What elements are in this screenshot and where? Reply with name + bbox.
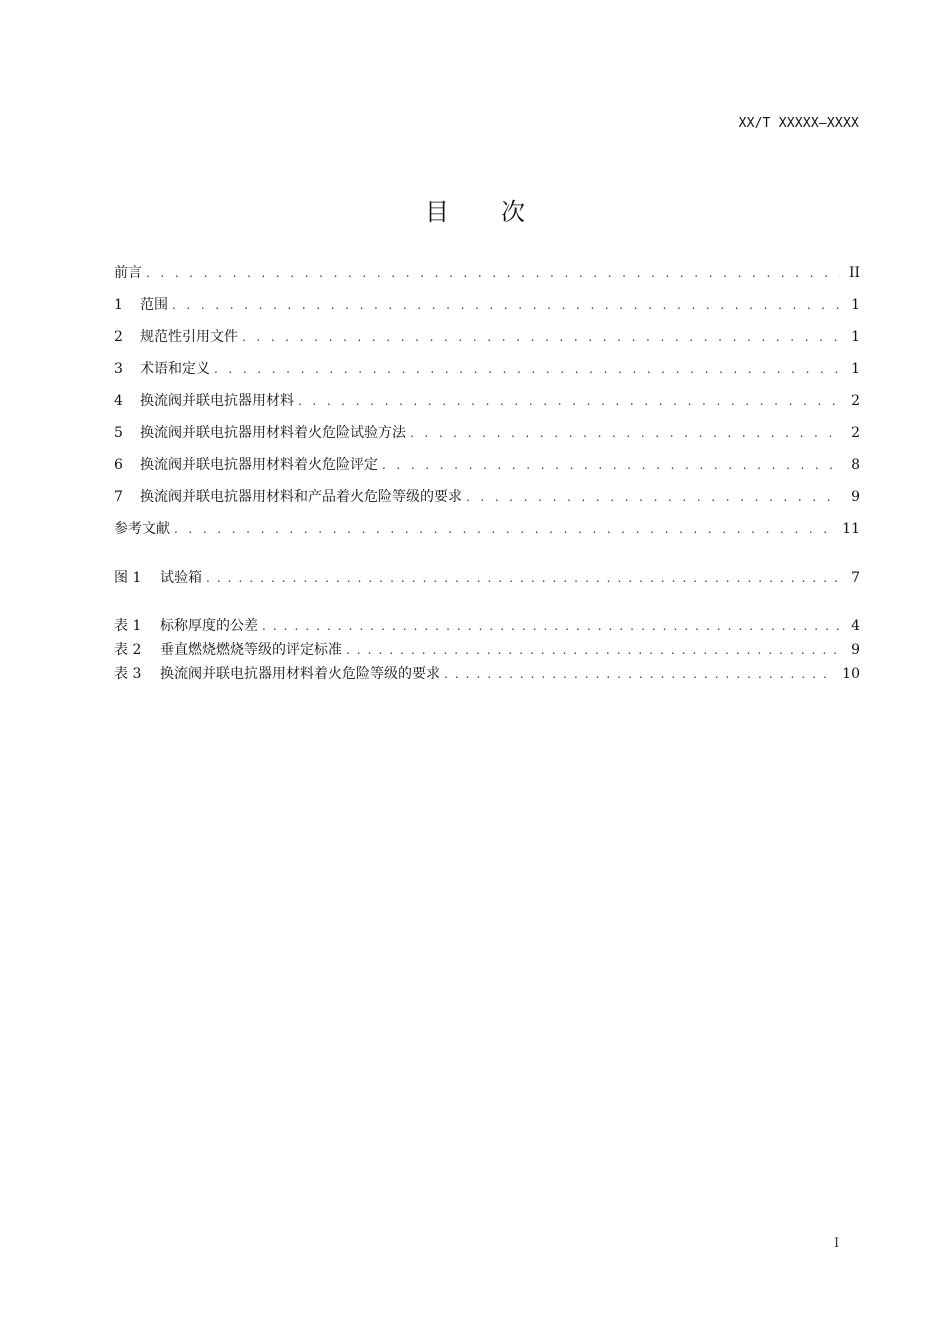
dot-leader xyxy=(214,353,840,385)
toc-label: 换流阀并联电抗器用材料和产品着火危险等级的要求 xyxy=(140,489,462,505)
toc-page: 1 xyxy=(851,329,860,345)
table-num: 表 3 xyxy=(114,666,142,682)
toc-page: II xyxy=(848,265,860,281)
dot-leader xyxy=(174,513,834,545)
toc-num: 4 xyxy=(114,393,123,409)
dot-leader xyxy=(206,566,840,590)
toc-figures xyxy=(114,566,860,590)
toc-entry-4[interactable] xyxy=(114,385,860,417)
toc-label: 参考文献 xyxy=(114,521,170,537)
toc-entry-7[interactable] xyxy=(114,481,860,513)
toc-entry-5[interactable] xyxy=(114,417,860,449)
toc-label: 换流阀并联电抗器用材料 xyxy=(140,393,294,409)
page-number: I xyxy=(834,1236,840,1251)
dot-leader xyxy=(172,289,840,321)
toc-label: 标称厚度的公差 xyxy=(160,618,258,634)
toc-page: 7 xyxy=(851,570,860,586)
toc-label: 垂直燃烧燃烧等级的评定标准 xyxy=(160,642,342,658)
toc-page: 9 xyxy=(851,642,860,658)
toc-label: 前言 xyxy=(114,265,142,281)
toc-entry-preface[interactable] xyxy=(114,257,860,289)
table-num: 表 2 xyxy=(114,642,142,658)
dot-leader xyxy=(242,321,840,353)
toc-num: 5 xyxy=(114,425,123,441)
toc-entry-1[interactable] xyxy=(114,289,860,321)
toc-page: 4 xyxy=(851,618,860,634)
standard-code: XX/T XXXXX—XXXX xyxy=(738,116,859,131)
toc-label: 换流阀并联电抗器用材料着火危险评定 xyxy=(140,457,378,473)
dot-leader xyxy=(298,385,840,417)
dot-leader xyxy=(382,449,840,481)
table-num: 表 1 xyxy=(114,618,142,634)
toc-page: 10 xyxy=(842,666,860,682)
toc-entry-table-1[interactable] xyxy=(114,614,860,638)
toc-entry-3[interactable] xyxy=(114,353,860,385)
dot-leader xyxy=(410,417,840,449)
title-char-2: 次 xyxy=(501,198,525,226)
dot-leader xyxy=(346,638,840,662)
toc-num: 3 xyxy=(114,361,123,377)
toc-num: 1 xyxy=(114,297,123,313)
toc-label: 换流阀并联电抗器用材料着火危险试验方法 xyxy=(140,425,406,441)
toc-num: 2 xyxy=(114,329,123,345)
toc-page: 9 xyxy=(851,489,860,505)
toc-label: 试验箱 xyxy=(160,570,202,586)
dot-leader xyxy=(146,257,840,289)
toc-entry-table-3[interactable] xyxy=(114,662,860,686)
toc-sections xyxy=(114,257,860,545)
title-char-1: 目 xyxy=(425,198,449,226)
page-title xyxy=(0,192,950,227)
toc-page: 2 xyxy=(851,425,860,441)
toc-entry-2[interactable] xyxy=(114,321,860,353)
toc-entry-6[interactable] xyxy=(114,449,860,481)
figure-num: 图 1 xyxy=(114,570,142,586)
toc-entry-references[interactable] xyxy=(114,513,860,545)
toc-entry-figure-1[interactable] xyxy=(114,566,860,590)
toc-num: 6 xyxy=(114,457,123,473)
dot-leader xyxy=(444,662,834,686)
toc-label: 规范性引用文件 xyxy=(140,329,238,345)
toc-label: 换流阀并联电抗器用材料着火危险等级的要求 xyxy=(160,666,440,682)
toc-page: 11 xyxy=(842,521,860,537)
toc-entry-table-2[interactable] xyxy=(114,638,860,662)
toc-label: 范围 xyxy=(140,297,168,313)
dot-leader xyxy=(466,481,840,513)
toc-page: 1 xyxy=(851,361,860,377)
dot-leader xyxy=(262,614,840,638)
toc-label: 术语和定义 xyxy=(140,361,210,377)
toc-page: 8 xyxy=(851,457,860,473)
toc-num: 7 xyxy=(114,489,123,505)
toc-page: 1 xyxy=(851,297,860,313)
toc-tables xyxy=(114,614,860,686)
toc-page: 2 xyxy=(851,393,860,409)
